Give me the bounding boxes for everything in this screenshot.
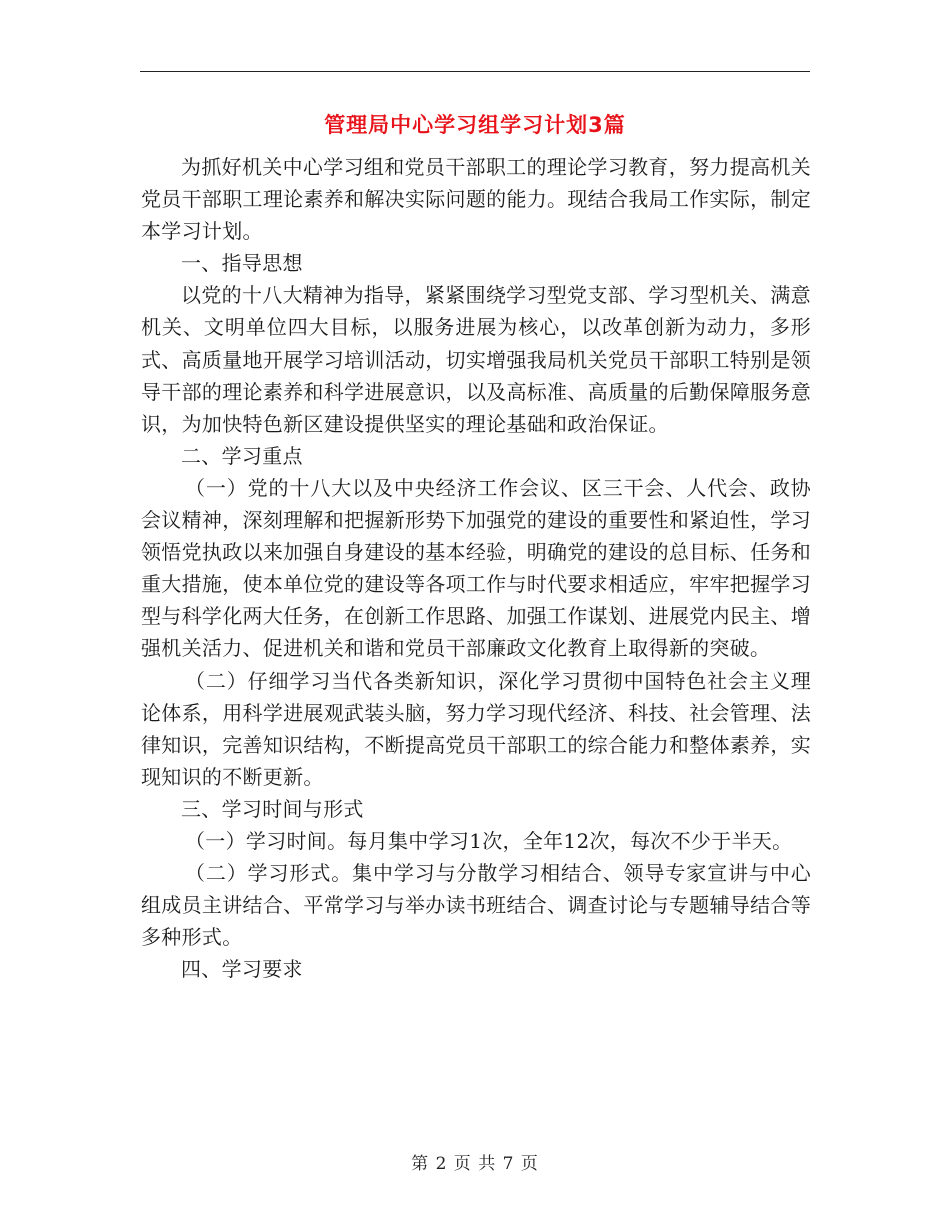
page-number: 第 2 页 共 7 页: [411, 1154, 539, 1174]
section-heading-guiding-thought: 一、指导思想: [181, 251, 303, 276]
document-body: [141, 151, 811, 985]
guiding-thought-paragraph: 以党的十八大精神为指导，紧紧围绕学习型党支部、学习型机关、满意机关、文明单位四大目标，以服务进展为核心，以改革创新为动力，多形式、高质量地开展学习培训活动，切实增强我局机关党员干部职工特别是领导干部的理论素养和科学进展意识，以及高标准、高质量的后勤保障服务意识，为加快特色新区建设提供坚实的理论基础和政治保证。: [141, 283, 811, 436]
study-time-paragraph: （一）学习时间。每月集中学习1次，全年12次，每次不少于半天。: [185, 828, 793, 853]
section-heading-time-and-form: 三、学习时间与形式: [181, 796, 364, 821]
header-rule: [140, 71, 810, 72]
intro-paragraph: 为抓好机关中心学习组和党员干部职工的理论学习教育，努力提高机关党员干部职工理论素养和解决实际问题的能力。现结合我局工作实际，制定本学习计划。: [141, 155, 811, 244]
study-form-paragraph: （二）学习形式。集中学习与分散学习相结合、领导专家宣讲与中心组成员主讲结合、平常学习与举办读书班结合、调查讨论与专题辅导结合等多种形式。: [141, 861, 811, 950]
study-focus-item-2: （二）仔细学习当代各类新知识，深化学习贯彻中国特色社会主义理论体系，用科学进展观武装头脑，努力学习现代经济、科技、社会管理、法律知识，完善知识结构，不断提高党员干部职工的综合能力和整体素养，实现知识的不断更新。: [141, 668, 811, 789]
section-heading-study-focus: 二、学习重点: [181, 443, 303, 468]
study-focus-item-1: （一）党的十八大以及中央经济工作会议、区三干会、人代会、政协会议精神，深刻理解和把握新形势下加强党的建设的重要性和紧迫性，学习领悟党执政以来加强自身建设的基本经验，明确党的建设的总目标、任务和重大措施，使本单位党的建设等各项工作与时代要求相适应，牢牢把握学习型与科学化两大任务，在创新工作思路、加强工作谋划、进展党内民主、增强机关活力、促进机关和谐和党员干部廉政文化教育上取得新的突破。: [141, 475, 811, 661]
section-heading-requirements: 四、学习要求: [181, 957, 303, 982]
document-title: 管理局中心学习组学习计划3篇: [324, 113, 626, 137]
